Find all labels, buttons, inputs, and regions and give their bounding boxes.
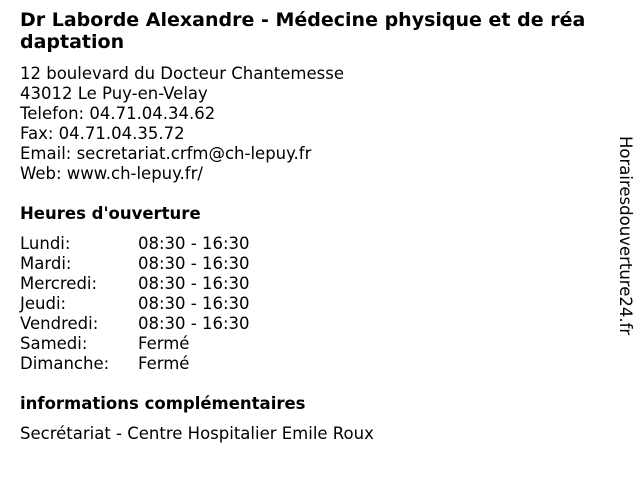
hours-time: 08:30 - 16:30 [138, 314, 250, 333]
page-title-line-2: daptation [20, 31, 125, 53]
hours-day: Mercredi: [20, 274, 98, 293]
email-address: Email: secretariat.crfm@ch-lepuy.fr [20, 144, 312, 163]
page-title [20, 9, 620, 53]
hours-time: Fermé [138, 334, 190, 353]
website-url: Web: www.ch-lepuy.fr/ [20, 164, 203, 183]
hours-day: Vendredi: [20, 314, 99, 333]
address-city: 43012 Le Puy-en-Velay [20, 84, 208, 103]
hours-day: Mardi: [20, 254, 72, 273]
hours-row [20, 274, 250, 294]
hours-row [20, 294, 250, 314]
hours-time: Fermé [138, 354, 190, 373]
phone-number: Telefon: 04.71.04.34.62 [20, 104, 216, 123]
hours-day: Samedi: [20, 334, 88, 353]
hours-heading: Heures d'ouverture [20, 204, 201, 223]
hours-row [20, 354, 250, 374]
hours-time: 08:30 - 16:30 [138, 234, 250, 253]
page-title-line-1: Dr Laborde Alexandre - Médecine physique et de réa [20, 9, 586, 31]
fax-number: Fax: 04.71.04.35.72 [20, 124, 185, 143]
hours-day: Lundi: [20, 234, 71, 253]
info-text: Secrétariat - Centre Hospitalier Emile Roux [20, 424, 374, 443]
info-heading: informations complémentaires [20, 394, 306, 413]
hours-row [20, 234, 250, 254]
hours-day: Jeudi: [20, 294, 67, 313]
hours-row [20, 254, 250, 274]
hours-time: 08:30 - 16:30 [138, 294, 250, 313]
address-street: 12 boulevard du Docteur Chantemesse [20, 64, 344, 83]
hours-time: 08:30 - 16:30 [138, 274, 250, 293]
hours-day: Dimanche: [20, 354, 110, 373]
hours-row [20, 334, 250, 354]
hours-row [20, 314, 250, 334]
contact-block [20, 64, 344, 184]
hours-table [20, 234, 250, 374]
hours-time: 08:30 - 16:30 [138, 254, 250, 273]
site-watermark: Horairesdouverture24.fr [616, 136, 635, 336]
